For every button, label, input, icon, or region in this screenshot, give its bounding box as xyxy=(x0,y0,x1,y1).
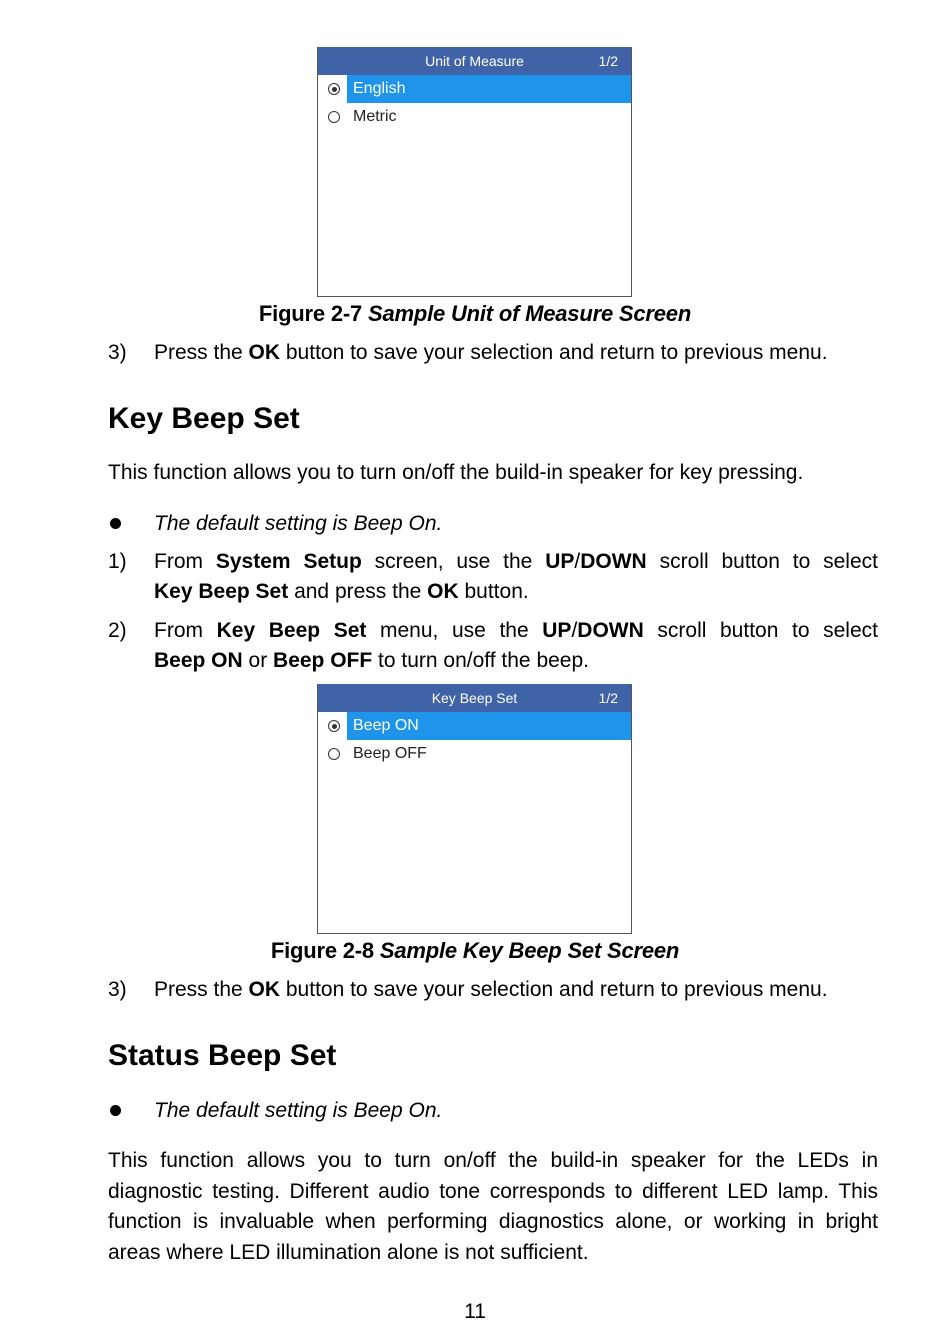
screen-title-bar xyxy=(318,684,631,712)
radio-unselected-icon[interactable] xyxy=(328,748,340,760)
caption-prefix: Figure 2-7 xyxy=(258,301,363,326)
radio-unselected-icon[interactable] xyxy=(328,111,340,123)
screen-page-indicator: 1/2 xyxy=(598,690,618,706)
step-text-line: From Key Beep Set menu, use the UP/DOWN scroll button to select xyxy=(154,619,878,642)
option-label: Beep OFF xyxy=(353,745,427,762)
screen-title: Unit of Measure xyxy=(425,53,524,69)
screen-page-indicator: 1/2 xyxy=(598,53,618,69)
caption-title: Sample Unit of Measure Screen xyxy=(367,301,692,326)
unit-of-measure-screen xyxy=(317,47,632,297)
option-beep-off[interactable] xyxy=(318,740,631,768)
option-metric[interactable] xyxy=(318,103,631,131)
bullet-icon xyxy=(110,1105,121,1116)
radio-selected-icon[interactable] xyxy=(328,720,340,732)
step-number: 3) xyxy=(108,341,127,364)
step-number: 2) xyxy=(108,619,127,642)
step-text-line: From System Setup screen, use the UP/DOWN scroll button to select xyxy=(154,550,878,573)
section-heading: Status Beep Set xyxy=(108,1039,337,1072)
step-text-line: Beep ON or Beep OFF to turn on/off the beep. xyxy=(154,649,589,672)
screen-title-bar xyxy=(318,47,631,75)
screen-title: Key Beep Set xyxy=(431,690,518,706)
option-label: Metric xyxy=(353,108,397,125)
step-number: 3) xyxy=(108,978,127,1001)
bullet-icon xyxy=(110,518,121,529)
step-text: Press the OK button to save your selection and return to previous menu. xyxy=(154,341,828,364)
default-note: The default setting is Beep On. xyxy=(154,1099,443,1122)
default-note: The default setting is Beep On. xyxy=(154,512,443,535)
option-label: Beep ON xyxy=(347,712,631,740)
step-text: Press the OK button to save your selection and return to previous menu. xyxy=(154,978,828,1001)
caption-prefix: Figure 2-8 xyxy=(270,938,374,963)
option-label: English xyxy=(347,75,631,103)
caption-title: Sample Key Beep Set Screen xyxy=(379,938,680,963)
step-number: 1) xyxy=(108,550,127,573)
option-beep-on[interactable] xyxy=(318,712,631,740)
figure-caption xyxy=(0,301,950,327)
radio-selected-icon[interactable] xyxy=(328,83,340,95)
paragraph: This function allows you to turn on/off the build-in speaker for key pressing. xyxy=(108,461,804,484)
step-text-line: Key Beep Set and press the OK button. xyxy=(154,580,529,603)
option-english[interactable] xyxy=(318,75,631,103)
section-heading: Key Beep Set xyxy=(108,402,300,435)
paragraph: This function allows you to turn on/off the build-in speaker for the LEDs in diagnostic testing. Different audio tone corresponds to different LED lamp. This function is invaluable when performing diagnostics alone, or working in bright areas where LED illumination alone is not sufficient. xyxy=(108,1149,878,1264)
page-number: 11 xyxy=(464,1300,486,1323)
key-beep-set-screen xyxy=(317,684,632,934)
figure-caption xyxy=(0,938,950,964)
